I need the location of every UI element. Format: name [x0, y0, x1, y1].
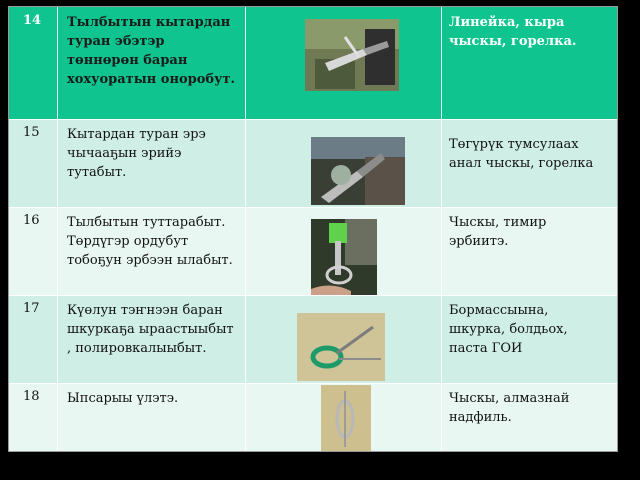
- pliers-twisting-photo: [311, 137, 405, 205]
- pliers-bending-photo: [305, 19, 399, 91]
- step-description: Тылбытын туттарабыт. Төрдүгэр ордубут тобоҕун эрбээн ылабыт.: [67, 215, 233, 268]
- table-row: [9, 119, 617, 207]
- column-divider: [441, 7, 442, 451]
- khomus-finished-photo: [321, 385, 371, 451]
- step-number: 18: [23, 389, 40, 404]
- materials-list: Чыскы, тимир эрбиитэ.: [449, 215, 547, 249]
- step-number: 15: [23, 125, 40, 140]
- table-row: [9, 7, 617, 119]
- row-divider: [9, 119, 617, 120]
- column-divider: [245, 7, 246, 451]
- materials-list: Төгүрүк тумсулаах анал чыскы, горелка: [449, 137, 594, 171]
- step-description: Ыпсарыы үлэтэ.: [67, 391, 179, 406]
- step-description: Кытардан туран эрэ чычааҕын эрийэ тутабыт.: [67, 127, 206, 180]
- table-row: [9, 383, 617, 451]
- step-number: 14: [23, 13, 42, 28]
- instruction-table: [8, 6, 618, 452]
- table-row: [9, 295, 617, 383]
- materials-list: Чыскы, алмазнай надфиль.: [449, 391, 570, 425]
- materials-list: Бормассыына, шкурка, болдьох, паста ГОИ: [449, 303, 568, 356]
- step-number: 16: [23, 213, 40, 228]
- step-description: Тылбытын кытардан туран эбэтэр төннөрөн баран хохуоратын оноробут.: [67, 15, 235, 87]
- column-divider: [57, 7, 58, 451]
- row-divider: [9, 295, 617, 296]
- holding-khomus-photo: [311, 219, 377, 307]
- materials-list: Линейка, кыра чыскы, горелка.: [449, 15, 577, 49]
- step-description: Күөлун тэҥнээн баран шкуркаҕа ыраастыыбыт , полировкалыыбыт.: [67, 303, 234, 356]
- step-number: 17: [23, 301, 40, 316]
- khomus-polished-photo: [297, 313, 385, 381]
- row-divider: [9, 383, 617, 384]
- row-divider: [9, 207, 617, 208]
- table-row: [9, 207, 617, 295]
